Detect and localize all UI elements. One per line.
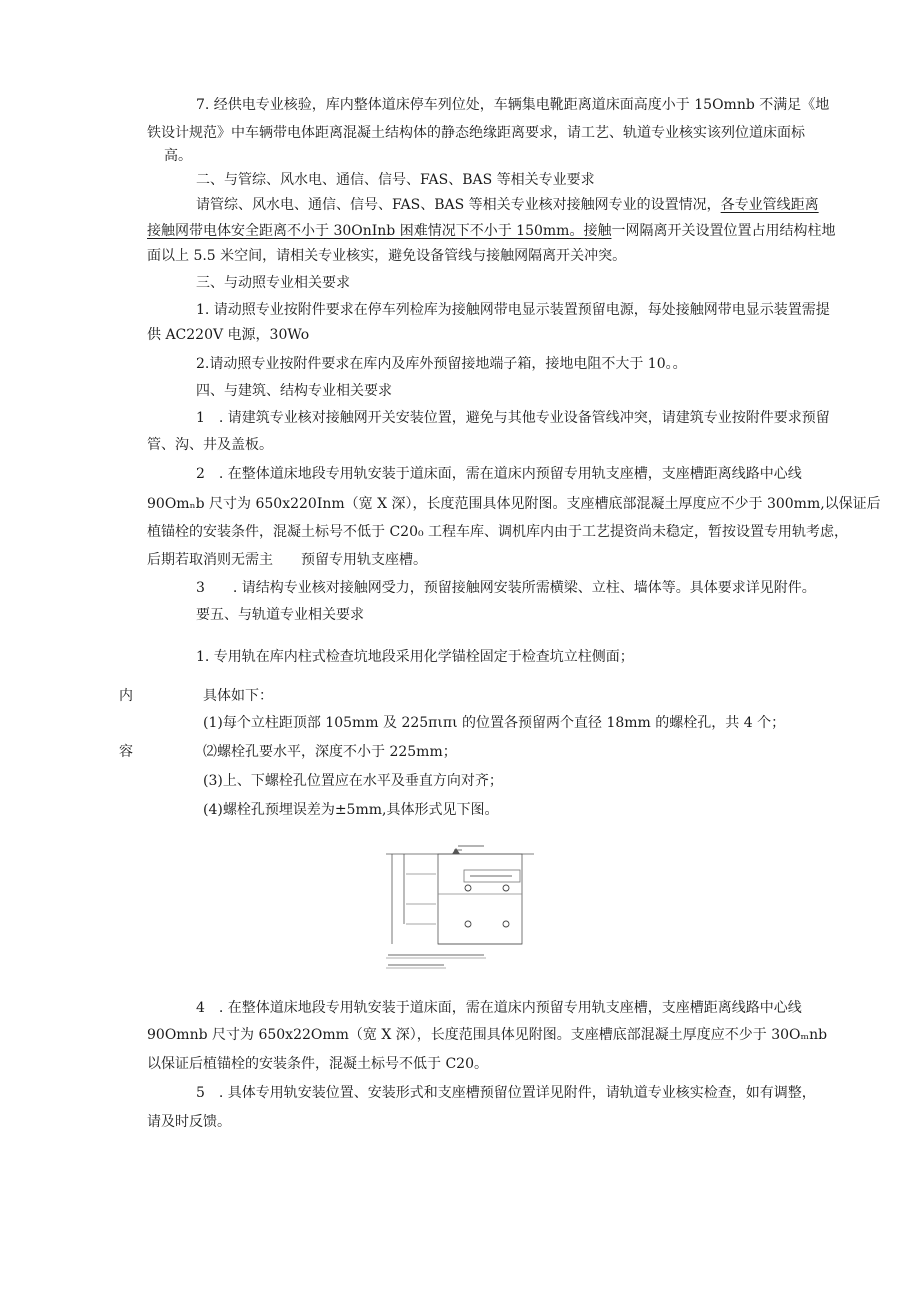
section4-item2-line1: 2 . 在整体道床地段专用轨安装于道床面，需在道床内预留专用轨支座槽，支座槽距离线路中心线: [196, 466, 802, 482]
section3-item2: 2.请动照专业按附件要求在库内及库外预留接地端子箱，接地电阻不大于 10。。: [196, 356, 687, 372]
section5-item4-line2: 90Omnb 尺寸为 650x22Omm（宽 X 深），长度范围具体见附图。支座槽底部混凝土厚度应不少于 30Oₘnb: [147, 1027, 828, 1043]
section2-line3: 面以上 5.5 米空间，请相关专业核实，避免设备管线与接触网隔离开关冲突。: [147, 248, 627, 264]
datum-arrow-icon: [452, 848, 460, 854]
section4-heading: 四、与建筑、结构专业相关要求: [196, 383, 392, 399]
detail-1: (1)每个立柱距顶部 105mm 及 225πιπι 的位置各预留两个直径 18mm 的螺栓孔，共 4 个；: [203, 715, 786, 731]
section2-heading: 二、与管综、风水电、通信、信号、FAS、BAS 等相关专业要求: [196, 172, 595, 188]
section5-item1: 1. 专用轨在库内柱式检查坑地段采用化学锚栓固定于检查坑立柱侧面；: [196, 649, 634, 665]
section4-item3: 3 . 请结构专业核对接触网受力，预留接触网安装所需横梁、立柱、墙体等。具体要求详见附件。: [196, 580, 816, 596]
section2-underlined-text: 各专业管线距离: [720, 197, 819, 213]
detail-2: ⑵螺栓孔要水平，深度不小于 225mm；: [203, 744, 457, 760]
bolt-hole-bottom-right: [503, 921, 509, 927]
section3-item1-line1: 1. 请动照专业按附件要求在停车列检库为接触网带电显示装置预留电源，每处接触网带电显示装置需提: [196, 302, 830, 318]
detail-4: (4)螺栓孔预埋误差为±5mm,具体形式见下图。: [203, 802, 499, 818]
section4-item1-line1: 1 . 请建筑专业核对接触网开关安装位置，避免与其他专业设备管线冲突，请建筑专业按附件要求预留: [196, 410, 830, 426]
section3-heading: 三、与动照专业相关要求: [196, 275, 350, 291]
section4-item2-line4: 后期若取消则无需主 预留专用轨支座槽。: [147, 552, 427, 568]
section2-line2-text: 一网隔离开关设置位置占用结构柱地: [611, 223, 836, 239]
side-label-top: 内: [119, 688, 133, 704]
section2-line1-text: 请管综、风水电、通信、信号、FAS、BAS 等相关专业核对接触网专业的设置情况，: [196, 197, 721, 213]
section2-line1: [196, 196, 819, 214]
bolt-hole-bottom-left: [465, 921, 471, 927]
bolt-hole-diagram: [366, 832, 552, 982]
section5-item4-line3: 以保证后植锚栓的安装条件，混凝土标号不低于 C20。: [147, 1056, 488, 1072]
column-outline: [438, 854, 522, 944]
item7-line1: 7. 经供电专业核验，库内整体道床停车列位处，车辆集电靴距离道床面高度小于 15Omnb 不满足《地: [196, 97, 830, 113]
section2-underlined-distance: 接触网带电体安全距离不小于 30OnInb 困难情况下不小于 150mm。: [147, 223, 584, 239]
section5-item5-line2: 请及时反馈。: [147, 1114, 231, 1130]
section3-item1-line2: 供 AC220V 电源，30Wo: [147, 327, 310, 343]
detail-3: (3)上、下螺栓孔位置应在水平及垂直方向对齐；: [203, 773, 503, 789]
detail-intro: 具体如下：: [203, 688, 273, 704]
item7-line2: 铁设计规范》中车辆带电体距离混凝土结构体的静态绝缘距离要求，请工艺、轨道专业核实该列位道床面标: [147, 125, 805, 141]
side-label-bottom: 容: [119, 744, 133, 760]
section5-item4-line1: 4 . 在整体道床地段专用轨安装于道床面，需在道床内预留专用轨支座槽，支座槽距离线路中心线: [196, 1000, 802, 1016]
section5-heading: 要五、与轨道专业相关要求: [196, 607, 364, 623]
item7-line3: 高。: [164, 148, 192, 164]
section2-underlined-word: 接触: [583, 223, 612, 239]
section4-item2-line3: 植锚栓的安装条件，混凝土标号不低于 C20₀ 工程车库、调机库内由于工艺提资尚未稳定，暂按设置专用轨考虑，: [147, 524, 849, 540]
section4-item1-line2: 管、沟、井及盖板。: [147, 437, 273, 453]
section2-line2: [147, 222, 835, 240]
bolt-hole-top-left: [465, 885, 471, 891]
section5-item5-line1: 5 . 具体专用轨安装位置、安装形式和支座槽预留位置详见附件，请轨道专业核实检查，如有调整，: [196, 1085, 816, 1101]
section4-item2-line2: 90Omₙb 尺寸为 650x220Inm（宽 X 深），长度范围具体见附图。支座槽底部混凝土厚度应不少于 300mm,以保证后: [147, 496, 881, 512]
bolt-hole-top-right: [503, 885, 509, 891]
